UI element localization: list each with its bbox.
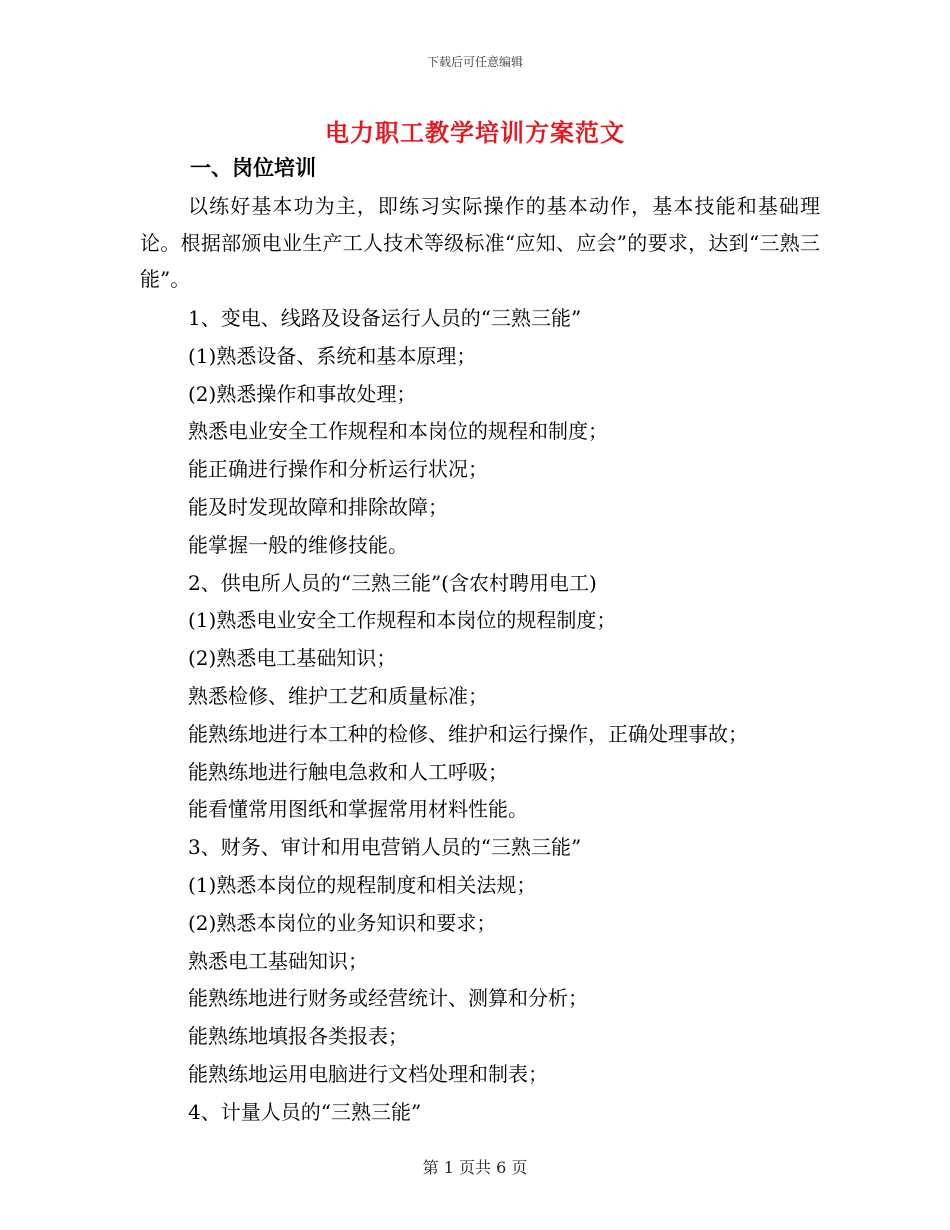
body-line: 4、计量人员的“三熟三能” (188, 1099, 422, 1124)
section-heading: 一、岗位培训 (190, 155, 316, 180)
body-line: (1)熟悉电业安全工作规程和本岗位的规程制度； (188, 608, 617, 633)
page-footer: 第 1 页共 6 页 (422, 1158, 528, 1177)
body-line: 熟悉电业安全工作规程和本岗位的规程和制度； (188, 419, 608, 444)
body-line: (2)熟悉操作和事故处理； (188, 381, 417, 406)
document-title: 电力职工教学培训方案范文 (325, 118, 625, 147)
body-lines (188, 300, 748, 1132)
body-line: 能熟练地进行触电急救和人工呼吸； (188, 759, 508, 784)
body-line: 能看懂常用图纸和掌握常用材料性能。 (188, 797, 528, 822)
body-line: 2、供电所人员的“三熟三能”(含农村聘用电工) (188, 570, 597, 595)
body-line: 熟悉电工基础知识； (188, 948, 368, 973)
body-line: (1)熟悉本岗位的规程制度和相关法规； (188, 872, 537, 897)
body-line: 熟悉检修、维护工艺和质量标准； (188, 683, 488, 708)
body-line: 能正确进行操作和分析运行状况； (188, 457, 488, 482)
body-line: 能掌握一般的维修技能。 (188, 532, 408, 557)
body-line: (2)熟悉电工基础知识； (188, 646, 397, 671)
body-line: 能及时发现故障和排除故障； (188, 494, 448, 519)
body-line: 1、变电、线路及设备运行人员的“三熟三能” (188, 306, 582, 330)
header-note: 下载后可任意编辑 (426, 55, 523, 69)
body-line: (1)熟悉设备、系统和基本原理； (188, 343, 477, 368)
body-line: 能熟练地运用电脑进行文档处理和制表； (188, 1061, 548, 1086)
body-line: 能熟练地填报各类报表； (188, 1024, 408, 1049)
body-line: 能熟练地进行本工种的检修、维护和运行操作，正确处理事故； (188, 721, 748, 746)
intro-paragraph: 以练好基本功为主，即练习实际操作的基本动作，基本技能和基础理论。根据部颁电业生产工人技术等级标准“应知、应会”的要求，达到“三熟三能”。 (140, 194, 820, 291)
body-line: (2)熟悉本岗位的业务知识和要求； (188, 910, 497, 935)
body-line: 3、财务、审计和用电营销人员的“三熟三能” (188, 835, 582, 860)
body-line: 能熟练地进行财务或经营统计、测算和分析； (188, 986, 588, 1011)
